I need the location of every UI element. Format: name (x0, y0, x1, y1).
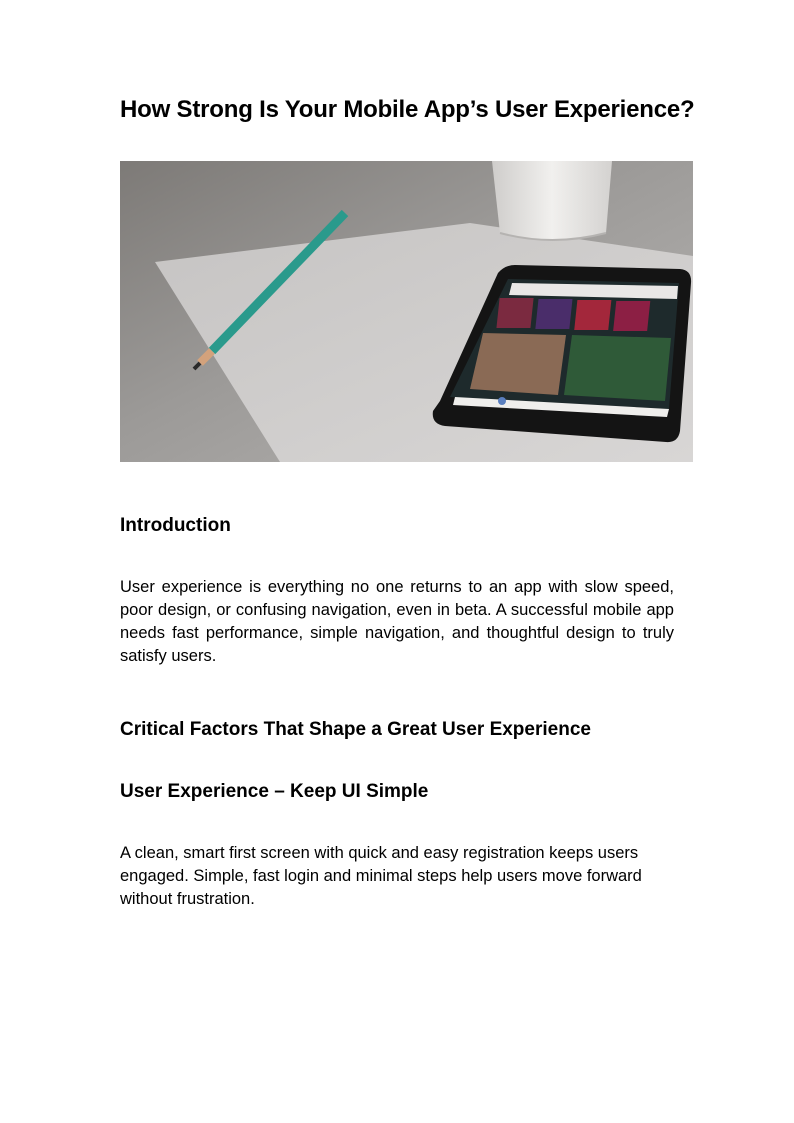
cup-graphic (492, 161, 612, 240)
page-title: How Strong Is Your Mobile App’s User Experience? (120, 96, 695, 123)
section-body-introduction: User experience is everything no one returns to an app with slow speed, poor design, or confusing navigation, even in beta. A successful mobile app needs fast performance, simple navigation, and thoughtful design to truly satisfy users. (120, 578, 674, 665)
section-heading-keep-ui-simple: User Experience – Keep UI Simple (120, 781, 429, 802)
section-heading-critical-factors: Critical Factors That Shape a Great User Experience (120, 719, 591, 740)
hero-illustration (120, 161, 693, 462)
section-heading-introduction: Introduction (120, 515, 231, 536)
section-body-keep-ui-simple: A clean, smart first screen with quick and easy registration keeps users engaged. Simple, fast login and minimal steps help users move forward without frustration. (120, 844, 642, 908)
hero-photo (120, 161, 693, 462)
